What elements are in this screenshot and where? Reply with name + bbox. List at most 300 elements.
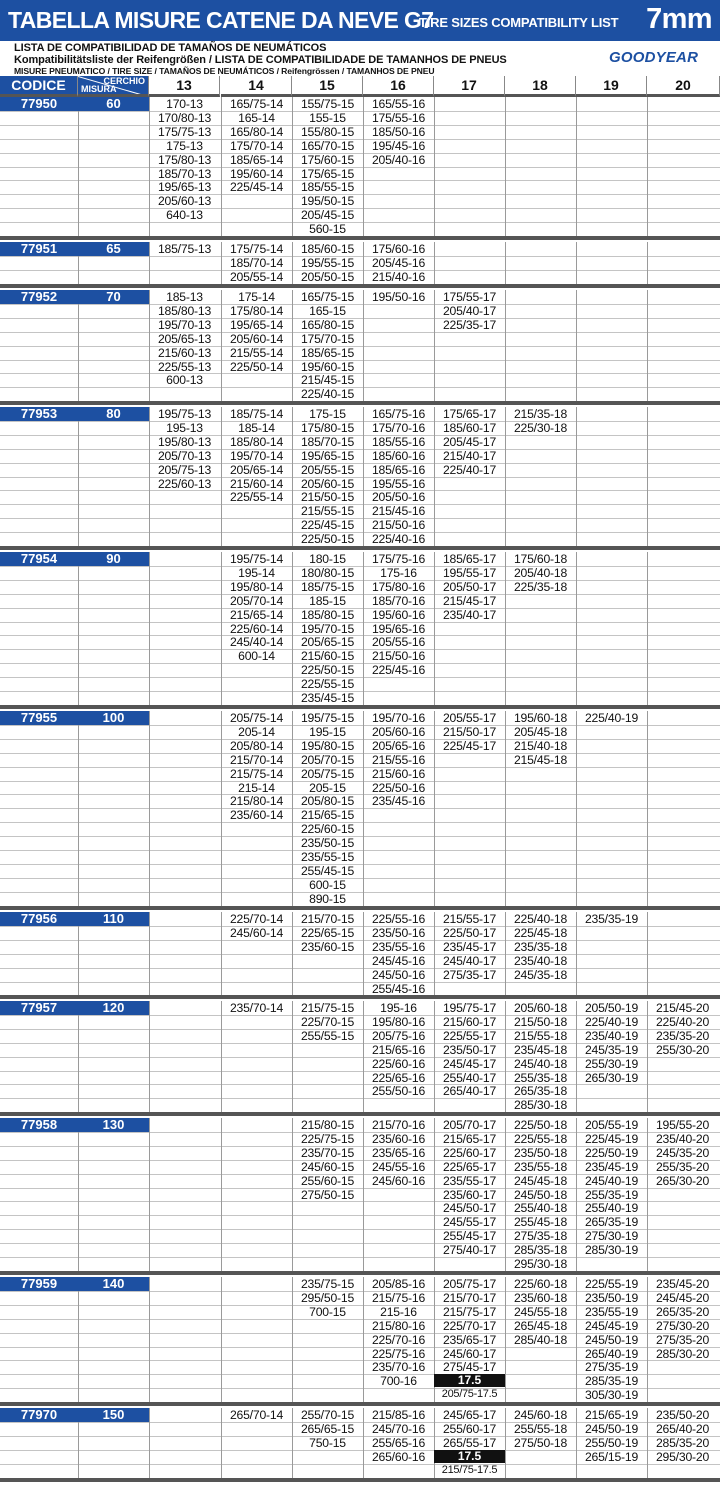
tire-size-cell: 235/60-18 [513,1291,568,1305]
chain-size: 100 [78,711,149,725]
tire-size-cell: 295/30-18 [513,1257,568,1271]
tire-size-cell: 255/40-17 [442,1071,497,1085]
tire-size-cell: 215/45-15 [300,373,355,387]
tire-size-cell: 175/75-13 [157,125,212,139]
tire-size-cell: 185/60-16 [371,449,426,463]
tire-size-cell: 265/65-15 [300,1422,355,1436]
tire-size-cell: 185/55-16 [371,435,426,449]
tire-size-cell: 205/75-16 [371,1029,426,1043]
tire-size-cell: 195/80-14 [229,580,284,594]
tire-size-cell: 235/45-18 [513,1043,568,1057]
column-divider [647,711,648,906]
tire-size-cell: 640-13 [166,208,203,222]
chain-size: 70 [78,290,149,304]
tire-size-cell: 265/70-14 [229,1408,284,1422]
tire-size-cell: 215/75-15 [300,1001,355,1015]
tire-size-cell: 235/50-16 [371,926,426,940]
tire-size-cell: 285/30-18 [513,1098,568,1112]
tire-size-cell: 205/55-14 [229,270,284,284]
tire-size-cell: 215/50-16 [371,518,426,532]
tire-size-cell: 275/30-20 [655,1319,710,1333]
tire-size-cell: 175/80-16 [371,580,426,594]
column-divider [576,97,577,236]
column-divider [505,290,506,401]
tire-size-cell: 175-13 [166,139,203,153]
tire-size-cell: 235/55-18 [513,1160,568,1174]
tire-size-cell: 245/50-16 [371,968,426,982]
tire-size-cell: 215/45-17 [442,594,497,608]
column-divider [149,711,150,906]
column-divider [647,552,648,705]
tire-size-cell: 225/55-16 [371,912,426,926]
tire-size-cell: 245/50-17 [442,1201,497,1215]
column-divider [576,290,577,401]
tire-size-cell: 215/45-16 [371,504,426,518]
tire-size-cell: 215/65-15 [300,808,355,822]
page-title: TABELLA MISURE CATENE DA NEVE G7 [8,7,434,33]
tire-size-cell: 225/45-19 [584,1132,639,1146]
tire-size-cell: 305/30-19 [584,1388,639,1402]
chain-size: 110 [78,912,149,926]
tire-size-cell: 245/50-18 [513,1188,568,1202]
tire-size-cell: 225/60-13 [157,477,212,491]
tire-size-cell: 235/55-17 [442,1174,497,1188]
tire-size-cell: 225/35-18 [513,580,568,594]
page-title-english: TIRE SIZES COMPATIBILITY LIST [419,15,619,30]
tire-size-cell: 225/40-17 [442,463,497,477]
tire-size-cell: 205/55-19 [584,1118,639,1132]
tire-size-cell: 235/50-20 [655,1408,710,1422]
tire-size-cell: 205-14 [238,725,275,739]
tire-size-cell: 235/50-18 [513,1146,568,1160]
tire-size-cell: 205/75-13 [157,463,212,477]
tire-size-cell: 185/60-17 [442,421,497,435]
tire-size-cell: 215/65-14 [229,608,284,622]
tire-size-cell: 225/40-19 [584,711,639,725]
tire-size-cell: 165/75-14 [229,97,284,111]
tire-size-cell: 245/60-15 [300,1160,355,1174]
tire-size-cell: 225/50-18 [513,1118,568,1132]
tire-size-cell: 215/40-18 [513,739,568,753]
chain-size: 80 [78,407,149,421]
tire-size-cell: 215/60-14 [229,477,284,491]
tire-size-cell: 205/45-18 [513,725,568,739]
tire-size-cell: 205/45-15 [300,208,355,222]
tire-size-cell: 275/35-20 [655,1333,710,1347]
column-divider [149,1001,150,1112]
tire-size-cell: 255/45-16 [371,982,426,996]
tire-size-cell: 205/85-16 [371,1277,426,1291]
tire-size-cell: 195/80-13 [157,435,212,449]
tire-size-cell: 245/40-14 [229,635,284,649]
tire-size-cell: 195/60-14 [229,167,284,181]
tire-size-cell: 295/30-20 [655,1450,710,1464]
tire-size-cell: 215/65-17 [442,1132,497,1146]
tire-size-cell: 215/70-16 [371,1118,426,1132]
tire-size-cell: 255/35-20 [655,1160,710,1174]
tire-size-cell: 225/70-14 [229,912,284,926]
tire-size-cell: 295/50-15 [300,1291,355,1305]
tire-size-cell: 175/75-14 [229,242,284,256]
tire-size-cell: 235/75-15 [300,1277,355,1291]
tire-size-cell: 165-15 [309,304,346,318]
tire-size-cell: 175-15 [309,407,346,421]
tire-size-cell: 215/70-17 [442,1291,497,1305]
tire-size-cell: 235/55-16 [371,940,426,954]
tire-size-cell: 275/45-17 [442,1360,497,1374]
column-divider [149,1408,150,1478]
tire-size-cell: 175/75-16 [371,552,426,566]
goodyear-logo [609,49,709,67]
tire-size-cell: 245/45-17 [442,1057,497,1071]
tire-size-cell: 235/70-15 [300,1146,355,1160]
product-code: 77951 [0,242,78,256]
tire-size-cell: 225/75-15 [300,1132,355,1146]
tire-size-cell: 285/35-19 [584,1374,639,1388]
tire-size-cell: 255/30-19 [584,1057,639,1071]
tire-size-cell: 235/45-16 [371,794,426,808]
row-divider [0,1098,720,1099]
tire-size-cell: 245/70-16 [371,1422,426,1436]
tire-size-cell: 245/60-14 [229,926,284,940]
tire-size-cell: 215/70-15 [300,912,355,926]
chain-size: 140 [78,1277,149,1291]
goodyear-wordmark: GOODYEAR [609,49,699,66]
column-divider [434,97,435,236]
tire-size-cell: 245/45-20 [655,1291,710,1305]
tire-size-cell: 225/55-17 [442,1029,497,1043]
tire-size-cell: 195/75-17 [442,1001,497,1015]
tire-size-cell: 165-14 [238,111,275,125]
tire-size-cell: 255/45-15 [300,864,355,878]
column-divider [221,1277,222,1402]
rim-column-header-13: 13 [149,76,220,97]
tire-size-cell: 215/60-13 [157,346,212,360]
rim-column-header-19: 19 [576,76,647,97]
column-divider [149,552,150,705]
tire-size-cell: 185/65-17 [442,552,497,566]
tire-size-cell: 245/35-19 [584,1043,639,1057]
column-divider [363,290,364,401]
tire-size-cell: 205/60-16 [371,725,426,739]
tire-size-cell: 265/40-19 [584,1347,639,1361]
header-banner [0,0,720,41]
chain-size: 120 [78,1001,149,1015]
product-code: 77958 [0,1118,78,1132]
tire-size-cell: 215/45-18 [513,753,568,767]
tire-size-cell: 215/55-17 [442,912,497,926]
tire-size-cell: 245/35-18 [513,968,568,982]
tire-size-cell: 245/40-18 [513,1057,568,1071]
row-divider [0,1464,720,1465]
tire-size-cell: 275/35-19 [584,1360,639,1374]
rim-17-5-label: 17.5 [434,1374,505,1387]
tire-size-cell: 205/60-15 [300,477,355,491]
tire-size-cell: 215-16 [380,1305,417,1319]
tire-size-cell: 225/55-14 [229,490,284,504]
tire-size-cell: 225/50-17 [442,926,497,940]
subtitle-spanish: LISTA DE COMPATIBILIDAD DE TAMAÑOS DE NEUMÁTICOS [14,42,327,54]
tire-size-cell: 195-13 [166,421,203,435]
tire-size-cell: 215/80-16 [371,1319,426,1333]
product-code: 77970 [0,1408,78,1422]
tire-size-cell: 285/40-18 [513,1333,568,1347]
tire-size-cell: 255/65-16 [371,1436,426,1450]
tire-size-cell: 255/30-20 [655,1043,710,1057]
tire-size-cell: 215/55-18 [513,1029,568,1043]
tire-size-cell: 225/45-15 [300,518,355,532]
tire-size-cell: 225/30-18 [513,421,568,435]
rim-column-header-17: 17 [434,76,505,97]
tire-size-cell: 560-15 [309,222,346,236]
tire-size-cell: 225/55-18 [513,1132,568,1146]
tire-size-cell: 205/45-17 [442,435,497,449]
table-row-group [0,1277,720,1406]
tire-size-cell: 235/60-16 [371,1132,426,1146]
tire-size-cell: 225/50-19 [584,1146,639,1160]
tire-size-cell: 700-16 [380,1374,417,1388]
chain-size-badge: 7mm [646,3,712,35]
tire-size-cell: 265/15-19 [584,1450,639,1464]
column-divider [78,407,79,546]
tire-size-cell: 225/60-14 [229,622,284,636]
tire-size-cell: 890-15 [309,892,346,906]
column-divider [647,242,648,284]
tire-size-cell: 245/40-17 [442,954,497,968]
tire-size-cell: 180-15 [309,552,346,566]
chain-size: 65 [78,242,149,256]
tire-size-cell: 195/60-18 [513,711,568,725]
tire-size-cell: 285/30-20 [655,1347,710,1361]
tire-size-cell: 235/70-14 [229,1001,284,1015]
tire-size-cell: 205/65-15 [300,635,355,649]
column-divider [78,552,79,705]
tire-size-cell: 255/60-17 [442,1422,497,1436]
tire-size-cell: 600-15 [309,878,346,892]
tire-size-cell: 185-15 [309,594,346,608]
tire-size-cell: 225/40-16 [371,532,426,546]
tire-size-cell: 235/35-19 [584,912,639,926]
tire-size-cell: 215/75-16 [371,1291,426,1305]
tire-size-cell: 195/55-17 [442,566,497,580]
tire-size-cell: 215/45-20 [655,1001,710,1015]
tire-size-cell: 215/65-16 [371,1043,426,1057]
product-code: 77952 [0,290,78,304]
column-divider [78,711,79,906]
tire-size-cell: 195/65-16 [371,622,426,636]
column-divider [576,711,577,906]
tire-size-cell: 175/80-15 [300,421,355,435]
tire-size-cell: 215/60-16 [371,767,426,781]
tire-size-cell: 175-16 [380,566,417,580]
tire-size-cell: 215/40-16 [371,270,426,284]
tire-size-cell: 225/65-17 [442,1160,497,1174]
table-row-group [0,1408,720,1482]
tire-size-cell: 235/35-18 [513,940,568,954]
tire-size-cell: 165/80-15 [300,318,355,332]
tire-size-cell: 205/60-18 [513,1001,568,1015]
tire-size-cell: 255/50-19 [584,1436,639,1450]
tire-size-cell: 205/50-15 [300,270,355,284]
tire-size-cell: 235/40-19 [584,1029,639,1043]
subtitle-german-portuguese: Kompatibilitätsliste der Reifengrößen / LISTA DE COMPATIBILIDADE DE TAMANHOS DE PNEUS [14,54,507,66]
tire-size-cell: 700-15 [309,1305,346,1319]
tire-size-cell: 195/75-15 [300,711,355,725]
tire-size-cell: 235/50-15 [300,836,355,850]
code-header-label: CODICE [11,77,66,93]
tire-size-cell: 185/60-15 [300,242,355,256]
tire-size-cell: 185/80-15 [300,608,355,622]
column-divider [221,1001,222,1112]
tire-size-cell: 175/65-15 [300,167,355,181]
tire-size-cell: 235/55-19 [584,1305,639,1319]
tire-size-cell: 165/80-14 [229,125,284,139]
column-divider [647,97,648,236]
tire-size-cell: 205/50-19 [584,1001,639,1015]
tire-size-cell: 265/30-19 [584,1071,639,1085]
tire-size-cell: 195/65-14 [229,318,284,332]
tire-size-cell: 245/55-17 [442,1215,497,1229]
tire-size-cell: 235/45-17 [442,940,497,954]
tire-size-cell: 195-15 [309,725,346,739]
tire-size-cell: 175-14 [238,290,275,304]
tire-size-cell: 225/45-18 [513,926,568,940]
column-divider [505,242,506,284]
tire-size-cell: 205/65-13 [157,332,212,346]
tire-size-cell: 215/55-16 [371,753,426,767]
tire-size-cell: 225/65-15 [300,926,355,940]
tire-size-cell: 255/70-15 [300,1408,355,1422]
tire-size-cell: 205/40-17 [442,304,497,318]
tire-size-cell: 255/60-15 [300,1174,355,1188]
tire-size-cell: 195/60-16 [371,608,426,622]
tire-size-cell: 205/50-16 [371,490,426,504]
tire-size-cell: 215/50-17 [442,725,497,739]
column-divider [576,407,577,546]
tire-size-cell: 225/45-14 [229,180,284,194]
tire-size-cell: 205/50-17 [442,580,497,594]
tire-size-cell: 245/55-16 [371,1160,426,1174]
tire-size-cell: 215/50-18 [513,1015,568,1029]
table-row-group [0,290,720,405]
column-divider [434,242,435,284]
table-row-group [0,711,720,910]
tire-size-cell: 225/65-16 [371,1071,426,1085]
tire-size-cell: 185/75-14 [229,407,284,421]
product-code: 77954 [0,552,78,566]
rim-column-header-16: 16 [363,76,434,97]
product-code: 77956 [0,912,78,926]
tire-size-cell: 205/60-14 [229,332,284,346]
chain-size: 150 [78,1408,149,1422]
tire-size-cell: 235/70-16 [371,1360,426,1374]
tire-size-cell: 205/55-15 [300,463,355,477]
tire-size-cell: 235/50-17 [442,1043,497,1057]
column-divider [221,1118,222,1271]
tire-size-cell: 265/35-20 [655,1305,710,1319]
tire-size-cell: 185/50-16 [371,125,426,139]
tire-size-cell: 205/70-14 [229,594,284,608]
tire-size-cell: 205/80-14 [229,739,284,753]
tire-size-cell: 185/80-13 [157,304,212,318]
tire-size-cell: 285/35-20 [655,1436,710,1450]
tire-size-cell: 225/50-14 [229,360,284,374]
cerchio-label: CERCHIO [103,76,145,86]
tire-size-cell: 225/55-13 [157,360,212,374]
tire-size-cell: 225/60-17 [442,1146,497,1160]
tire-size-cell: 215/60-17 [442,1015,497,1029]
table-row-group [0,242,720,288]
tire-size-cell: 265/40-17 [442,1084,497,1098]
tire-size-cell: 245/65-17 [442,1408,497,1422]
tire-size-cell: 185/70-16 [371,594,426,608]
tire-size-cell: 225/60-16 [371,1057,426,1071]
product-code: 77959 [0,1277,78,1291]
tire-size-cell: 185/65-16 [371,463,426,477]
tire-size-cell: 245/45-18 [513,1174,568,1188]
column-divider [78,1118,79,1271]
rim-17-5-label: 17.5 [434,1450,505,1463]
tire-size-cell: 265/35-19 [584,1215,639,1229]
tire-size-cell: 195/50-16 [371,290,426,304]
tire-size-cell: 205/70-17 [442,1118,497,1132]
tire-size-cell: 750-15 [309,1436,346,1450]
tire-size-cell: 235/60-14 [229,808,284,822]
product-code: 77957 [0,1001,78,1015]
tire-size-cell: 205/65-14 [229,463,284,477]
tire-size-cell: 195/55-20 [655,1118,710,1132]
tire-size-cell: 275/40-17 [442,1243,497,1257]
tire-size-cell: 245/45-16 [371,954,426,968]
tire-size-cell: 205/40-18 [513,566,568,580]
column-divider [149,912,150,995]
tire-size-cell: 215/75-17 [442,1305,497,1319]
code-column-header [0,76,78,97]
tire-size-cell: 205/60-13 [157,194,212,208]
row-divider [0,1257,720,1258]
tire-size-cell: 225/50-15 [300,532,355,546]
column-divider [78,290,79,401]
chain-size: 60 [78,97,149,111]
tire-size-cell: 215/55-14 [229,346,284,360]
tire-size-cell: 175/60-15 [300,153,355,167]
tire-size-cell: 275/35-17 [442,968,497,982]
tire-size-cell: 155/75-15 [300,97,355,111]
tire-size-cell: 235/40-18 [513,954,568,968]
row-divider [0,954,720,955]
tire-size-cell: 175/65-17 [442,407,497,421]
tire-size-cell: 275/35-18 [513,1229,568,1243]
tire-size-cell: 195/45-16 [371,139,426,153]
tire-size-cell: 215/35-18 [513,407,568,421]
tire-size-cell: 185-14 [238,421,275,435]
chain-size: 90 [78,552,149,566]
tire-size-cell: 205-15 [309,781,346,795]
rim-column-header-20: 20 [647,76,720,97]
tire-size-cell: 225/55-19 [584,1277,639,1291]
tire-size-cell: 235/40-17 [442,608,497,622]
table-row-group [0,97,720,240]
tire-size-cell: 215/70-14 [229,753,284,767]
tire-size-cell: 205/80-15 [300,794,355,808]
tire-size-cell: 175/60-16 [371,242,426,256]
tire-size-cell: 235/65-16 [371,1146,426,1160]
tire-size-cell: 175/60-18 [513,552,568,566]
tire-size-cell: 255/50-16 [371,1084,426,1098]
column-divider [647,912,648,995]
tire-size-cell: 235/60-15 [300,940,355,954]
tire-size-cell: 205/45-16 [371,256,426,270]
